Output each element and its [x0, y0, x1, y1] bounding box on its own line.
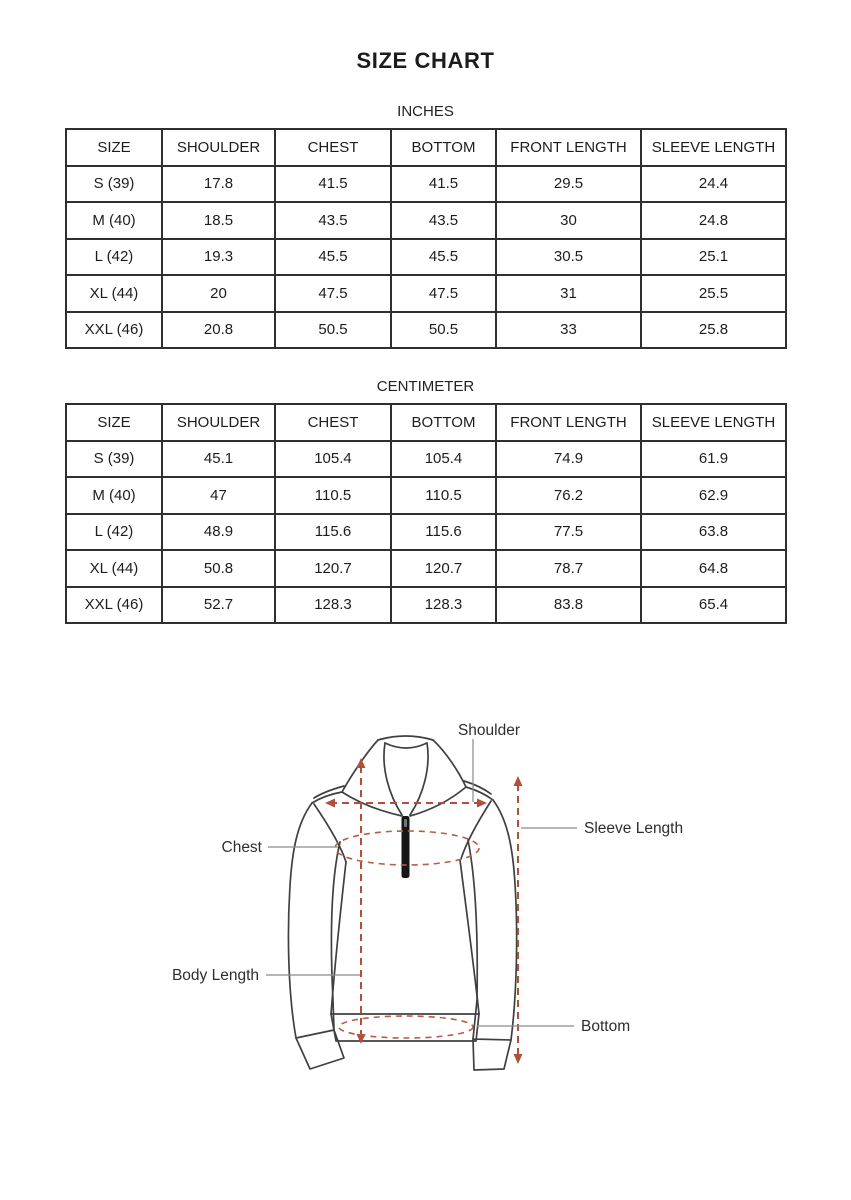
size-table-inches [65, 128, 787, 349]
caption-inches: INCHES [397, 103, 454, 120]
table-row [66, 239, 786, 276]
header-cell: FRONT LENGTH [496, 129, 641, 166]
value-cell: 120.7 [275, 550, 391, 587]
value-cell: 61.9 [641, 441, 786, 478]
header-cell: SHOULDER [162, 129, 275, 166]
value-cell: 52.7 [162, 587, 275, 624]
value-cell: 120.7 [391, 550, 496, 587]
value-cell: 47.5 [391, 275, 496, 312]
value-cell: 74.9 [496, 441, 641, 478]
size-cell: L (42) [66, 514, 162, 551]
header-cell: FRONT LENGTH [496, 404, 641, 441]
header-cell: BOTTOM [391, 404, 496, 441]
size-table-centimeter [65, 403, 787, 624]
value-cell: 45.5 [275, 239, 391, 276]
size-cell: M (40) [66, 202, 162, 239]
size-guide-diagram [0, 690, 851, 1160]
value-cell: 47.5 [275, 275, 391, 312]
header-cell: BOTTOM [391, 129, 496, 166]
header-cell: SLEEVE LENGTH [641, 129, 786, 166]
value-cell: 128.3 [275, 587, 391, 624]
value-cell: 25.1 [641, 239, 786, 276]
value-cell: 105.4 [275, 441, 391, 478]
value-cell: 64.8 [641, 550, 786, 587]
value-cell: 18.5 [162, 202, 275, 239]
caption-centimeter: CENTIMETER [376, 378, 475, 395]
value-cell: 43.5 [275, 202, 391, 239]
value-cell: 30 [496, 202, 641, 239]
table-row [66, 275, 786, 312]
value-cell: 20.8 [162, 312, 275, 349]
value-cell: 45.1 [162, 441, 275, 478]
value-cell: 50.8 [162, 550, 275, 587]
size-cell: S (39) [66, 441, 162, 478]
header-cell: CHEST [275, 129, 391, 166]
value-cell: 33 [496, 312, 641, 349]
value-cell: 48.9 [162, 514, 275, 551]
value-cell: 45.5 [391, 239, 496, 276]
value-cell: 65.4 [641, 587, 786, 624]
value-cell: 17.8 [162, 166, 275, 203]
size-cell: XL (44) [66, 275, 162, 312]
table-row [66, 441, 786, 478]
value-cell: 63.8 [641, 514, 786, 551]
size-cell: XXL (46) [66, 312, 162, 349]
value-cell: 110.5 [275, 477, 391, 514]
value-cell: 25.5 [641, 275, 786, 312]
value-cell: 41.5 [391, 166, 496, 203]
label-bottom: Bottom [581, 1018, 631, 1035]
label-chest: Chest [221, 839, 262, 856]
table-row [66, 166, 786, 203]
value-cell: 47 [162, 477, 275, 514]
value-cell: 115.6 [391, 514, 496, 551]
header-cell: SLEEVE LENGTH [641, 404, 786, 441]
value-cell: 19.3 [162, 239, 275, 276]
label-body-length: Body Length [171, 967, 259, 984]
table-header-row [66, 404, 786, 441]
value-cell: 24.8 [641, 202, 786, 239]
value-cell: 62.9 [641, 477, 786, 514]
header-cell: CHEST [275, 404, 391, 441]
table-row [66, 312, 786, 349]
size-cell: L (42) [66, 239, 162, 276]
value-cell: 24.4 [641, 166, 786, 203]
page-title: SIZE CHART [356, 48, 495, 73]
value-cell: 25.8 [641, 312, 786, 349]
value-cell: 30.5 [496, 239, 641, 276]
value-cell: 31 [496, 275, 641, 312]
table-row [66, 202, 786, 239]
value-cell: 29.5 [496, 166, 641, 203]
header-cell: SIZE [66, 129, 162, 166]
label-sleeve-length: Sleeve Length [584, 820, 684, 837]
label-shoulder: Shoulder [457, 722, 521, 739]
value-cell: 110.5 [391, 477, 496, 514]
value-cell: 50.5 [275, 312, 391, 349]
table-row [66, 477, 786, 514]
size-cell: S (39) [66, 166, 162, 203]
value-cell: 105.4 [391, 441, 496, 478]
garment-outline [288, 736, 516, 1070]
value-cell: 43.5 [391, 202, 496, 239]
value-cell: 20 [162, 275, 275, 312]
value-cell: 128.3 [391, 587, 496, 624]
header-cell: SHOULDER [162, 404, 275, 441]
shoulder-measure-line [325, 799, 487, 808]
table-header-row [66, 129, 786, 166]
value-cell: 76.2 [496, 477, 641, 514]
sleeve-length-measure-line [514, 776, 523, 1064]
value-cell: 41.5 [275, 166, 391, 203]
header-cell: SIZE [66, 404, 162, 441]
value-cell: 77.5 [496, 514, 641, 551]
value-cell: 50.5 [391, 312, 496, 349]
value-cell: 115.6 [275, 514, 391, 551]
value-cell: 83.8 [496, 587, 641, 624]
table-row [66, 550, 786, 587]
table-row [66, 587, 786, 624]
size-cell: XL (44) [66, 550, 162, 587]
value-cell: 78.7 [496, 550, 641, 587]
size-cell: XXL (46) [66, 587, 162, 624]
zipper [402, 816, 410, 878]
table-row [66, 514, 786, 551]
size-cell: M (40) [66, 477, 162, 514]
